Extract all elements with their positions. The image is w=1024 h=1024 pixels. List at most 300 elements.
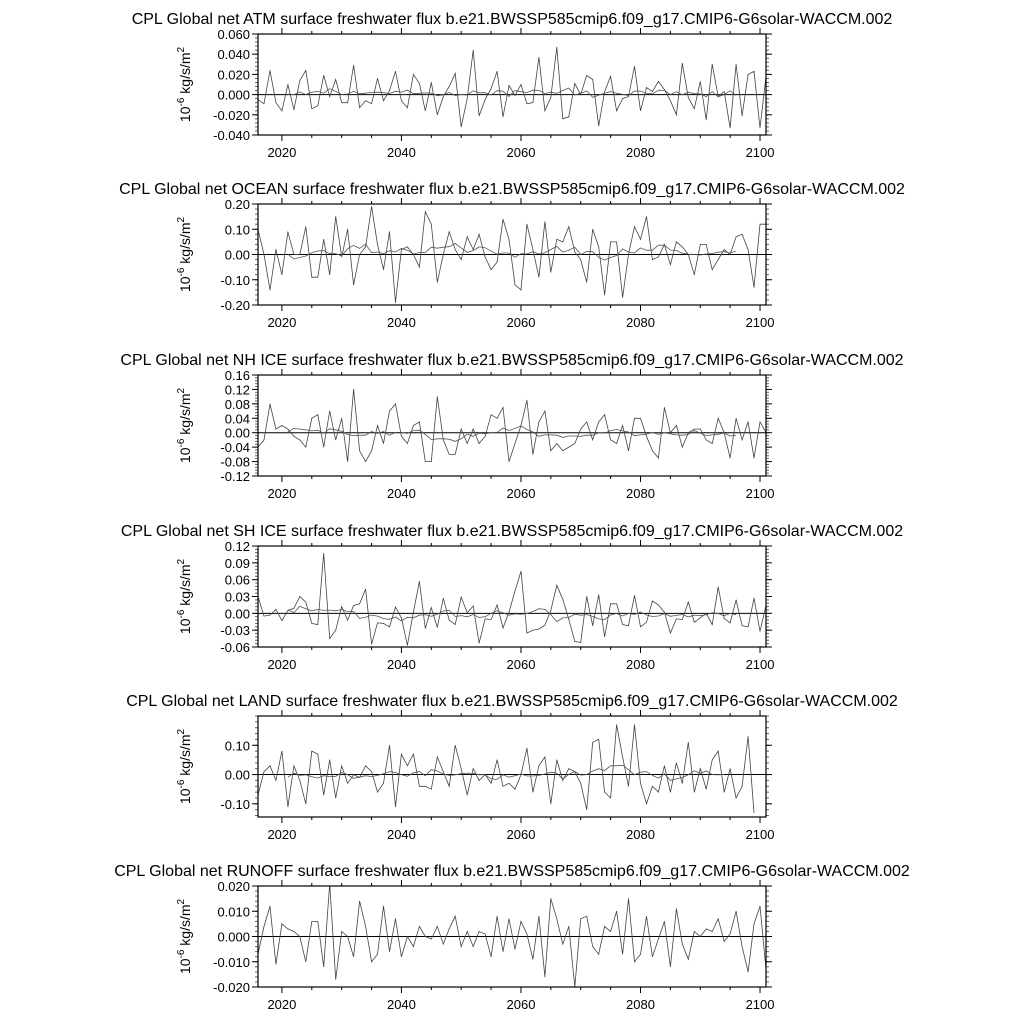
data-point bbox=[437, 627, 438, 628]
data-point bbox=[473, 768, 474, 769]
y-axis-label-base: 10 bbox=[177, 106, 193, 123]
data-point bbox=[742, 786, 743, 787]
data-point bbox=[365, 461, 366, 462]
data-point bbox=[538, 277, 539, 278]
y-axis-label-base: 10 bbox=[177, 788, 193, 805]
data-point bbox=[598, 954, 599, 955]
data-point bbox=[676, 908, 677, 909]
data-point bbox=[503, 219, 504, 220]
data-point bbox=[347, 783, 348, 784]
y-tick-label: 0.10 bbox=[224, 222, 250, 238]
data-point bbox=[437, 396, 438, 397]
data-point bbox=[616, 110, 617, 111]
data-point bbox=[287, 231, 288, 232]
data-point bbox=[377, 78, 378, 79]
data-point bbox=[383, 623, 384, 624]
data-point bbox=[395, 403, 396, 404]
y-tick-label: 0.12 bbox=[224, 382, 250, 398]
data-point bbox=[538, 629, 539, 630]
data-point bbox=[455, 73, 456, 74]
data-point bbox=[724, 792, 725, 793]
data-point bbox=[276, 429, 277, 430]
data-point bbox=[299, 936, 300, 937]
data-point bbox=[497, 262, 498, 263]
data-point bbox=[497, 71, 498, 72]
data-point bbox=[544, 110, 545, 111]
data-point bbox=[413, 425, 414, 426]
y-tick-label: 0.020 bbox=[217, 879, 250, 894]
data-point bbox=[329, 760, 330, 761]
data-point bbox=[264, 771, 265, 772]
data-point bbox=[604, 637, 605, 638]
data-point bbox=[365, 765, 366, 766]
x-tick-label: 2100 bbox=[745, 315, 775, 330]
data-point bbox=[503, 407, 504, 408]
data-point bbox=[736, 64, 737, 65]
data-point bbox=[730, 254, 731, 255]
data-point bbox=[544, 221, 545, 222]
data-point bbox=[449, 620, 450, 621]
data-point bbox=[688, 602, 689, 603]
data-point bbox=[270, 289, 271, 290]
data-point bbox=[276, 609, 277, 610]
data-point bbox=[305, 70, 306, 71]
data-point bbox=[760, 906, 761, 907]
y-axis-label bbox=[176, 898, 193, 974]
data-point bbox=[527, 103, 528, 104]
data-point bbox=[568, 226, 569, 227]
data-point bbox=[467, 236, 468, 237]
data-point bbox=[311, 277, 312, 278]
data-point bbox=[706, 119, 707, 120]
data-point bbox=[419, 926, 420, 927]
data-point bbox=[718, 587, 719, 588]
data-point bbox=[628, 898, 629, 899]
data-point bbox=[395, 607, 396, 608]
data-point bbox=[311, 921, 312, 922]
y-axis-label-base: 10 bbox=[177, 447, 193, 464]
data-point bbox=[694, 622, 695, 623]
data-point bbox=[383, 906, 384, 907]
data-point bbox=[449, 929, 450, 930]
data-point bbox=[682, 619, 683, 620]
data-point bbox=[359, 254, 360, 255]
y-tick-label: 0.09 bbox=[224, 555, 250, 571]
data-point bbox=[670, 633, 671, 634]
data-point bbox=[718, 918, 719, 919]
data-point bbox=[329, 274, 330, 275]
data-point bbox=[682, 944, 683, 945]
data-point bbox=[401, 436, 402, 437]
data-point bbox=[574, 252, 575, 253]
data-point bbox=[491, 619, 492, 620]
data-point bbox=[754, 71, 755, 72]
data-point bbox=[431, 789, 432, 790]
data-point bbox=[574, 641, 575, 642]
panel-2 bbox=[119, 181, 905, 330]
panel-title: CPL Global net LAND surface freshwater flux b.e21.BWSSP585cmip6.f09_g17.CMIP6-G6solar-WACCM.002 bbox=[126, 693, 898, 710]
y-tick-label: 0.010 bbox=[217, 904, 250, 920]
data-point bbox=[282, 110, 283, 111]
data-point bbox=[580, 783, 581, 784]
x-tick-label: 2040 bbox=[386, 827, 416, 842]
data-point bbox=[443, 598, 444, 599]
data-point bbox=[461, 597, 462, 598]
data-point bbox=[586, 75, 587, 76]
data-point bbox=[425, 628, 426, 629]
data-point bbox=[317, 921, 318, 922]
data-point bbox=[527, 633, 528, 634]
data-point bbox=[556, 585, 557, 586]
data-point bbox=[622, 624, 623, 625]
data-point bbox=[658, 605, 659, 606]
data-point bbox=[700, 936, 701, 937]
data-point bbox=[556, 443, 557, 444]
data-point bbox=[413, 74, 414, 75]
data-point bbox=[359, 450, 360, 451]
data-point bbox=[413, 946, 414, 947]
data-point bbox=[287, 806, 288, 807]
data-point bbox=[395, 806, 396, 807]
y-tick-label: 0.040 bbox=[217, 47, 250, 63]
data-point bbox=[270, 403, 271, 404]
data-point bbox=[455, 249, 456, 250]
data-point bbox=[622, 425, 623, 426]
data-point bbox=[628, 625, 629, 626]
data-point bbox=[634, 724, 635, 725]
x-tick-label: 2040 bbox=[386, 315, 416, 330]
data-point bbox=[311, 418, 312, 419]
data-point bbox=[419, 581, 420, 582]
data-point bbox=[562, 118, 563, 119]
data-point bbox=[760, 128, 761, 129]
data-point bbox=[748, 736, 749, 737]
data-point bbox=[299, 254, 300, 255]
data-point bbox=[407, 107, 408, 108]
data-point bbox=[437, 282, 438, 283]
y-tick-label: -0.04 bbox=[220, 440, 250, 456]
y-axis-label-unit: kg/s/m bbox=[177, 393, 193, 439]
data-point bbox=[760, 631, 761, 632]
data-point bbox=[664, 921, 665, 922]
data-point bbox=[544, 977, 545, 978]
data-point bbox=[706, 613, 707, 614]
series-line-running-mean bbox=[288, 88, 736, 97]
y-tick-label: 0.000 bbox=[217, 87, 250, 103]
data-point bbox=[640, 626, 641, 627]
y-tick-label: 0.020 bbox=[217, 67, 250, 83]
y-axis-label-base: 10 bbox=[177, 958, 193, 975]
data-point bbox=[634, 226, 635, 227]
data-point bbox=[527, 224, 528, 225]
data-point bbox=[544, 757, 545, 758]
data-point bbox=[299, 780, 300, 781]
y-axis-label-unit-exp: 2 bbox=[176, 387, 187, 394]
data-point bbox=[658, 939, 659, 940]
data-point bbox=[455, 624, 456, 625]
data-point bbox=[407, 765, 408, 766]
data-point bbox=[365, 589, 366, 590]
data-point bbox=[610, 76, 611, 77]
data-point bbox=[264, 926, 265, 927]
data-point bbox=[270, 906, 271, 907]
data-point bbox=[341, 606, 342, 607]
x-tick-label: 2100 bbox=[745, 997, 775, 1012]
data-point bbox=[365, 247, 366, 248]
data-point bbox=[389, 231, 390, 232]
data-point bbox=[413, 612, 414, 613]
data-point bbox=[353, 605, 354, 606]
data-point bbox=[282, 751, 283, 752]
data-point bbox=[287, 84, 288, 85]
data-point bbox=[664, 765, 665, 766]
x-tick-label: 2020 bbox=[267, 657, 297, 672]
data-point bbox=[742, 115, 743, 116]
data-point bbox=[527, 934, 528, 935]
data-point bbox=[305, 602, 306, 603]
data-point bbox=[622, 757, 623, 758]
data-point bbox=[515, 95, 516, 96]
data-point bbox=[742, 625, 743, 626]
data-point bbox=[317, 277, 318, 278]
data-point bbox=[670, 100, 671, 101]
data-point bbox=[467, 612, 468, 613]
y-axis-label-unit-exp: 2 bbox=[176, 728, 187, 735]
data-point bbox=[497, 760, 498, 761]
data-point bbox=[419, 786, 420, 787]
data-point bbox=[610, 798, 611, 799]
y-tick-label: 0.00 bbox=[224, 767, 250, 783]
data-point bbox=[628, 786, 629, 787]
data-point bbox=[293, 608, 294, 609]
data-point bbox=[341, 257, 342, 258]
data-point bbox=[473, 606, 474, 607]
y-axis-label-exp: -6 bbox=[176, 438, 187, 448]
data-point bbox=[485, 934, 486, 935]
x-tick-label: 2060 bbox=[506, 997, 536, 1012]
data-point bbox=[449, 86, 450, 87]
data-point bbox=[754, 458, 755, 459]
y-tick-label: 0.08 bbox=[224, 396, 250, 412]
data-point bbox=[491, 88, 492, 89]
data-point bbox=[383, 443, 384, 444]
data-point bbox=[646, 916, 647, 917]
data-point bbox=[718, 418, 719, 419]
data-point bbox=[497, 418, 498, 419]
data-point bbox=[628, 450, 629, 451]
data-point bbox=[592, 625, 593, 626]
data-point bbox=[287, 429, 288, 430]
y-tick-label: -0.12 bbox=[220, 469, 250, 484]
series-line-running-mean bbox=[288, 765, 724, 780]
y-axis-label-exp: -6 bbox=[176, 779, 187, 789]
data-point bbox=[604, 295, 605, 296]
data-point bbox=[282, 620, 283, 621]
data-point bbox=[509, 918, 510, 919]
data-point bbox=[580, 94, 581, 95]
x-tick-label: 2080 bbox=[626, 997, 655, 1012]
data-point bbox=[449, 786, 450, 787]
data-point bbox=[742, 234, 743, 235]
x-tick-label: 2100 bbox=[745, 657, 775, 672]
data-point bbox=[455, 745, 456, 746]
data-point bbox=[742, 440, 743, 441]
data-point bbox=[616, 241, 617, 242]
data-point bbox=[736, 236, 737, 237]
data-point bbox=[682, 63, 683, 64]
data-point bbox=[509, 612, 510, 613]
data-point bbox=[544, 411, 545, 412]
data-point bbox=[706, 244, 707, 245]
x-tick-label: 2020 bbox=[267, 827, 297, 842]
y-axis-label-unit: kg/s/m bbox=[177, 564, 193, 610]
data-point bbox=[694, 429, 695, 430]
data-point bbox=[688, 959, 689, 960]
data-point bbox=[401, 754, 402, 755]
x-tick-label: 2080 bbox=[626, 145, 655, 160]
x-tick-label: 2040 bbox=[386, 145, 416, 160]
data-point bbox=[712, 760, 713, 761]
data-point bbox=[712, 269, 713, 270]
data-point bbox=[544, 625, 545, 626]
data-point bbox=[305, 803, 306, 804]
data-point bbox=[461, 259, 462, 260]
y-tick-label: -0.06 bbox=[220, 640, 250, 655]
data-point bbox=[359, 603, 360, 604]
data-point bbox=[670, 792, 671, 793]
data-point bbox=[293, 765, 294, 766]
data-point bbox=[461, 127, 462, 128]
data-point bbox=[640, 783, 641, 784]
data-point bbox=[568, 768, 569, 769]
data-point bbox=[443, 254, 444, 255]
data-point bbox=[574, 83, 575, 84]
x-tick-label: 2060 bbox=[506, 827, 536, 842]
data-point bbox=[712, 931, 713, 932]
data-point bbox=[311, 108, 312, 109]
data-point bbox=[311, 751, 312, 752]
data-point bbox=[305, 226, 306, 227]
data-point bbox=[341, 931, 342, 932]
data-point bbox=[533, 454, 534, 455]
data-point bbox=[425, 211, 426, 212]
data-point bbox=[347, 102, 348, 103]
data-point bbox=[610, 440, 611, 441]
x-tick-label: 2040 bbox=[386, 486, 416, 501]
data-point bbox=[335, 79, 336, 80]
data-point bbox=[646, 87, 647, 88]
data-point bbox=[562, 599, 563, 600]
data-point bbox=[550, 898, 551, 899]
data-point bbox=[670, 966, 671, 967]
data-point bbox=[473, 946, 474, 947]
x-tick-label: 2060 bbox=[506, 315, 536, 330]
data-point bbox=[760, 224, 761, 225]
data-point bbox=[431, 607, 432, 608]
data-point bbox=[682, 247, 683, 248]
data-point bbox=[598, 594, 599, 595]
data-point bbox=[646, 216, 647, 217]
data-point bbox=[706, 440, 707, 441]
data-point bbox=[347, 461, 348, 462]
panel-3 bbox=[120, 352, 903, 501]
data-point bbox=[562, 241, 563, 242]
data-point bbox=[682, 783, 683, 784]
y-tick-label: 0.20 bbox=[224, 197, 250, 212]
data-point bbox=[646, 436, 647, 437]
data-point bbox=[419, 267, 420, 268]
data-point bbox=[700, 81, 701, 82]
data-point bbox=[724, 941, 725, 942]
data-point bbox=[730, 768, 731, 769]
x-tick-label: 2080 bbox=[626, 657, 655, 672]
panel-title: CPL Global net RUNOFF surface freshwater flux b.e21.BWSSP585cmip6.f09_g17.CMIP6-G6solar-WACCM.002 bbox=[114, 863, 910, 880]
data-point bbox=[503, 786, 504, 787]
y-tick-label: -0.20 bbox=[220, 298, 250, 313]
data-point bbox=[371, 450, 372, 451]
data-point bbox=[574, 443, 575, 444]
data-point bbox=[371, 771, 372, 772]
data-point bbox=[377, 244, 378, 245]
panel-title: CPL Global net SH ICE surface freshwater flux b.e21.BWSSP585cmip6.f09_g17.CMIP6-G6solar-WACCM.002 bbox=[120, 523, 904, 540]
y-tick-label: 0.06 bbox=[224, 572, 250, 588]
data-point bbox=[329, 96, 330, 97]
data-point bbox=[270, 765, 271, 766]
data-point bbox=[473, 249, 474, 250]
data-point bbox=[634, 961, 635, 962]
data-point bbox=[628, 254, 629, 255]
data-point bbox=[622, 98, 623, 99]
data-point bbox=[550, 610, 551, 611]
data-point bbox=[419, 421, 420, 422]
data-point bbox=[413, 754, 414, 755]
data-point bbox=[365, 100, 366, 101]
data-point bbox=[305, 447, 306, 448]
data-point bbox=[425, 461, 426, 462]
data-point bbox=[604, 414, 605, 415]
data-point bbox=[264, 103, 265, 104]
data-point bbox=[401, 956, 402, 957]
data-point bbox=[664, 407, 665, 408]
data-point bbox=[538, 421, 539, 422]
data-point bbox=[670, 264, 671, 265]
data-point bbox=[550, 97, 551, 98]
panel-5 bbox=[126, 693, 898, 842]
data-point bbox=[437, 114, 438, 115]
data-point bbox=[694, 931, 695, 932]
data-point bbox=[592, 229, 593, 230]
panel-4 bbox=[121, 523, 903, 672]
data-point bbox=[479, 780, 480, 781]
y-tick-label: -0.10 bbox=[220, 796, 250, 812]
data-point bbox=[586, 596, 587, 597]
data-point bbox=[282, 425, 283, 426]
data-point bbox=[389, 411, 390, 412]
data-point bbox=[467, 795, 468, 796]
x-tick-label: 2100 bbox=[745, 145, 775, 160]
data-point bbox=[586, 282, 587, 283]
data-point bbox=[586, 809, 587, 810]
data-point bbox=[282, 274, 283, 275]
data-point bbox=[550, 450, 551, 451]
data-point bbox=[754, 287, 755, 288]
data-point bbox=[598, 739, 599, 740]
x-tick-label: 2060 bbox=[506, 145, 536, 160]
data-point bbox=[335, 630, 336, 631]
data-point bbox=[568, 926, 569, 927]
data-point bbox=[622, 297, 623, 298]
data-point bbox=[425, 786, 426, 787]
